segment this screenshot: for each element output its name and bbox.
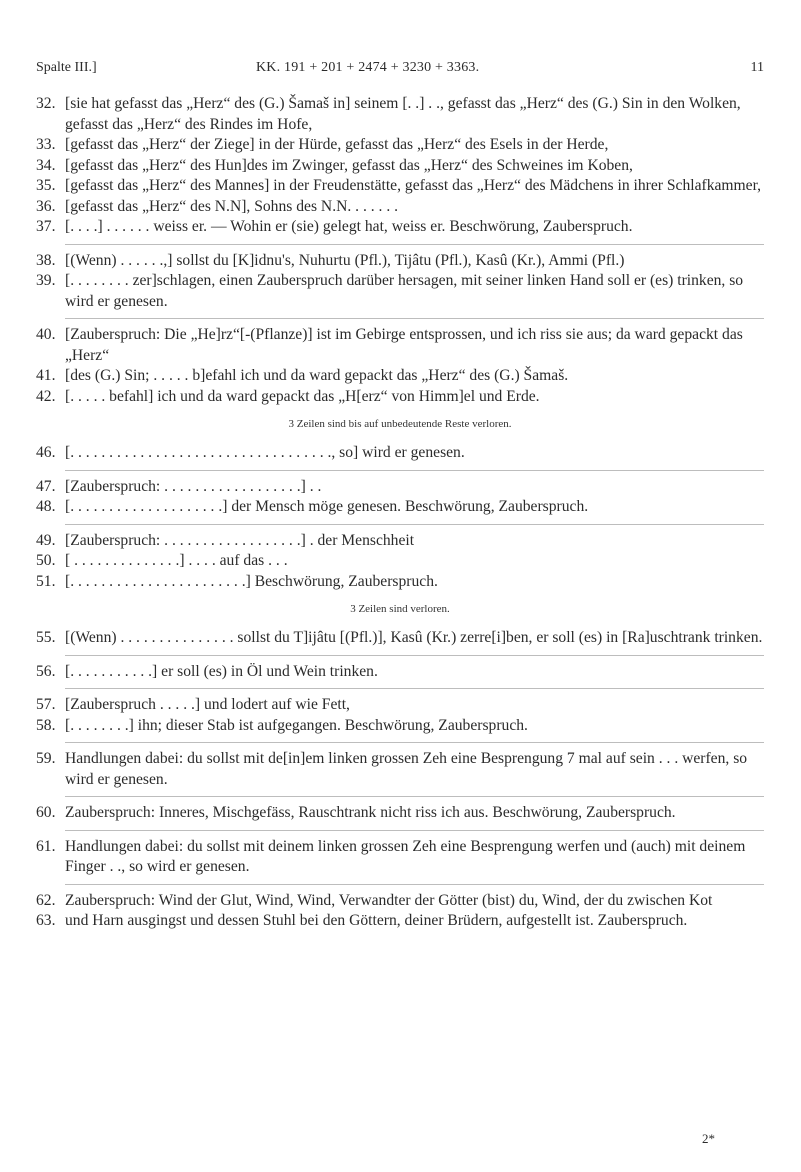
- signature-mark: 2*: [702, 1131, 715, 1146]
- line-text: [gefasst das „Herz“ des Hun]des im Zwinger, gefasst das „Herz“ des Schweines im Koben,: [65, 156, 633, 174]
- line-text: [. . . . . . . . . . . . . . . . . . . . . . .] Beschwörung, Zauberspruch.: [65, 572, 438, 590]
- line-number: 35.: [36, 177, 56, 194]
- line-57: [36, 695, 764, 716]
- line-number: 57.: [36, 696, 56, 713]
- section-divider: [65, 796, 764, 797]
- translation-text: [36, 94, 764, 932]
- line-text: [. . . . . . . . . . . . . . . . . . . . . . . . . . . . . . . . . ., so] wird er genesen.: [65, 444, 465, 461]
- line-33: [36, 135, 764, 156]
- line-number: 60.: [36, 804, 56, 821]
- line-39: [36, 271, 764, 312]
- section-divider: [65, 524, 764, 525]
- section-divider: [65, 244, 764, 245]
- line-text: Handlungen dabei: du sollst mit deinem linken grossen Zeh eine Besprengung werfen und (auch) mit deinem Finger . ., so wird er genesen.: [65, 837, 746, 875]
- line-60: [36, 803, 764, 824]
- line-34: [36, 156, 764, 177]
- line-32: [36, 94, 764, 135]
- line-38: [36, 251, 764, 272]
- line-56: [36, 662, 764, 683]
- running-header: [36, 60, 764, 80]
- line-51: [36, 572, 764, 593]
- line-63: [36, 911, 764, 932]
- line-text: [(Wenn) . . . . . . . . . . . . . . . sollst du T]ijâtu [(Pfl.)], Kasû (Kr.) zerre[i]ben, er soll (es) in [Ra]uschtrank trinken.: [65, 629, 763, 646]
- line-number: 55.: [36, 629, 56, 646]
- line-number: 36.: [36, 197, 56, 215]
- line-number: 38.: [36, 251, 56, 269]
- line-55: [36, 628, 764, 649]
- line-50: [36, 551, 764, 572]
- line-number: 39.: [36, 272, 56, 289]
- line-46: [36, 443, 764, 464]
- line-text: Zauberspruch: Wind der Glut, Wind, Wind, Verwandter der Götter (bist) du, Wind, der du zwischen Kot: [65, 891, 713, 909]
- line-62: [36, 891, 764, 912]
- line-text: [Zauberspruch: . . . . . . . . . . . . . . . . . .] . der Menschheit: [65, 531, 415, 549]
- line-text: Zauberspruch: Inneres, Mischgefäss, Rauschtrank nicht riss ich aus. Beschwörung, Zauberspruch.: [65, 804, 676, 821]
- line-36: [36, 197, 764, 218]
- section-divider: [65, 655, 764, 656]
- line-text: [. . . . . . . . . . . . . . . . . . . .] der Mensch möge genesen. Beschwörung, Zauberspruch.: [65, 498, 589, 515]
- line-number: 37.: [36, 218, 56, 235]
- line-number: 32.: [36, 95, 56, 112]
- line-text: [. . . . . . . . zer]schlagen, einen Zauberspruch darüber hersagen, mit seiner linken Hand soll er (es) trinken, so wird er genesen.: [65, 272, 744, 310]
- line-text: [des (G.) Sin; . . . . . b]efahl ich und da ward gepackt das „Herz“ des (G.) Šamaš.: [65, 367, 569, 384]
- line-text: und Harn ausgingst und dessen Stuhl bei den Göttern, deiner Brüdern, aufgestellt ist. Zauberspruch.: [65, 912, 688, 929]
- line-number: 63.: [36, 912, 56, 929]
- line-number: 61.: [36, 837, 56, 855]
- line-number: 41.: [36, 367, 56, 384]
- line-35: [36, 176, 764, 197]
- line-40: [36, 325, 764, 366]
- line-text: Handlungen dabei: du sollst mit de[in]em linken grossen Zeh eine Besprengung 7 mal auf sein . . . werfen, so wird er genesen.: [65, 750, 748, 788]
- line-48: [36, 497, 764, 518]
- line-number: 40.: [36, 326, 56, 343]
- line-text: [gefasst das „Herz“ der Ziege] in der Hürde, gefasst das „Herz“ des Esels in der Herde,: [65, 136, 609, 153]
- header-text-refs: KK. 191 + 201 + 2474 + 3230 + 3363.: [256, 60, 480, 75]
- section-divider: [65, 742, 764, 743]
- line-number: 47.: [36, 477, 56, 495]
- line-58: [36, 716, 764, 737]
- lacuna-note: 3 Zeilen sind bis auf unbedeutende Reste verloren.: [288, 418, 512, 430]
- line-text: [gefasst das „Herz“ des N.N], Sohns des N.N. . . . . . .: [65, 197, 399, 215]
- line-number: 49.: [36, 531, 56, 549]
- line-number: 59.: [36, 750, 56, 767]
- line-37: [36, 217, 764, 238]
- line-number: 46.: [36, 444, 56, 461]
- line-text: [gefasst das „Herz“ des Mannes] in der Freudenstätte, gefasst das „Herz“ des Mädchens in ihrer Schlafkammer,: [65, 177, 762, 194]
- line-47: [36, 477, 764, 498]
- line-42: [36, 387, 764, 408]
- line-text: [ . . . . . . . . . . . . . .] . . . . auf das . . .: [65, 552, 288, 569]
- line-number: 51.: [36, 572, 56, 590]
- section-divider: [65, 884, 764, 885]
- line-61: [36, 837, 764, 878]
- line-number: 62.: [36, 891, 56, 909]
- line-text: [. . . . . . . . . . .] er soll (es) in Öl und Wein trinken.: [65, 662, 378, 680]
- line-text: [Zauberspruch: Die „He]rz“[-(Pflanze)] ist im Gebirge entsprossen, und ich riss sie aus; da ward gepackt das „Herz“: [65, 326, 743, 364]
- line-number: 33.: [36, 136, 56, 153]
- line-number: 56.: [36, 662, 56, 680]
- line-number: 58.: [36, 716, 56, 734]
- line-59: [36, 749, 764, 790]
- header-column-ref: Spalte III.]: [36, 60, 97, 75]
- section-divider: [65, 318, 764, 319]
- section-divider: [65, 830, 764, 831]
- line-number: 50.: [36, 552, 56, 569]
- section-divider: [65, 688, 764, 689]
- section-divider: [65, 470, 764, 471]
- line-49: [36, 531, 764, 552]
- line-text: [. . . . . befahl] ich und da ward gepackt das „H[erz“ von Himm]el und Erde.: [65, 387, 540, 405]
- line-text: [. . . .] . . . . . . weiss er. — Wohin er (sie) gelegt hat, weiss er. Beschwörung, Zauberspruch.: [65, 218, 633, 235]
- line-text: [. . . . . . . .] ihn; dieser Stab ist aufgegangen. Beschwörung, Zauberspruch.: [65, 716, 528, 734]
- line-number: 34.: [36, 156, 56, 174]
- line-text: [sie hat gefasst das „Herz“ des (G.) Šamaš in] seinem [. .] . ., gefasst das „Herz“ des (G.) Sin in den Wolken, gefasst das „Herz“ des Rindes im Hofe,: [65, 95, 741, 133]
- line-text: [(Wenn) . . . . . .,] sollst du [K]idnu's, Nuhurtu (Pfl.), Tijâtu (Pfl.), Kasû (Kr.), Ammi (Pfl.): [65, 251, 625, 269]
- line-text: [Zauberspruch: . . . . . . . . . . . . . . . . . .] . .: [65, 477, 322, 495]
- line-number: 48.: [36, 498, 56, 515]
- lacuna-note: 3 Zeilen sind verloren.: [350, 603, 450, 615]
- page-number: 11: [750, 60, 764, 75]
- line-text: [Zauberspruch . . . . .] und lodert auf wie Fett,: [65, 696, 350, 713]
- line-41: [36, 366, 764, 387]
- line-number: 42.: [36, 387, 56, 405]
